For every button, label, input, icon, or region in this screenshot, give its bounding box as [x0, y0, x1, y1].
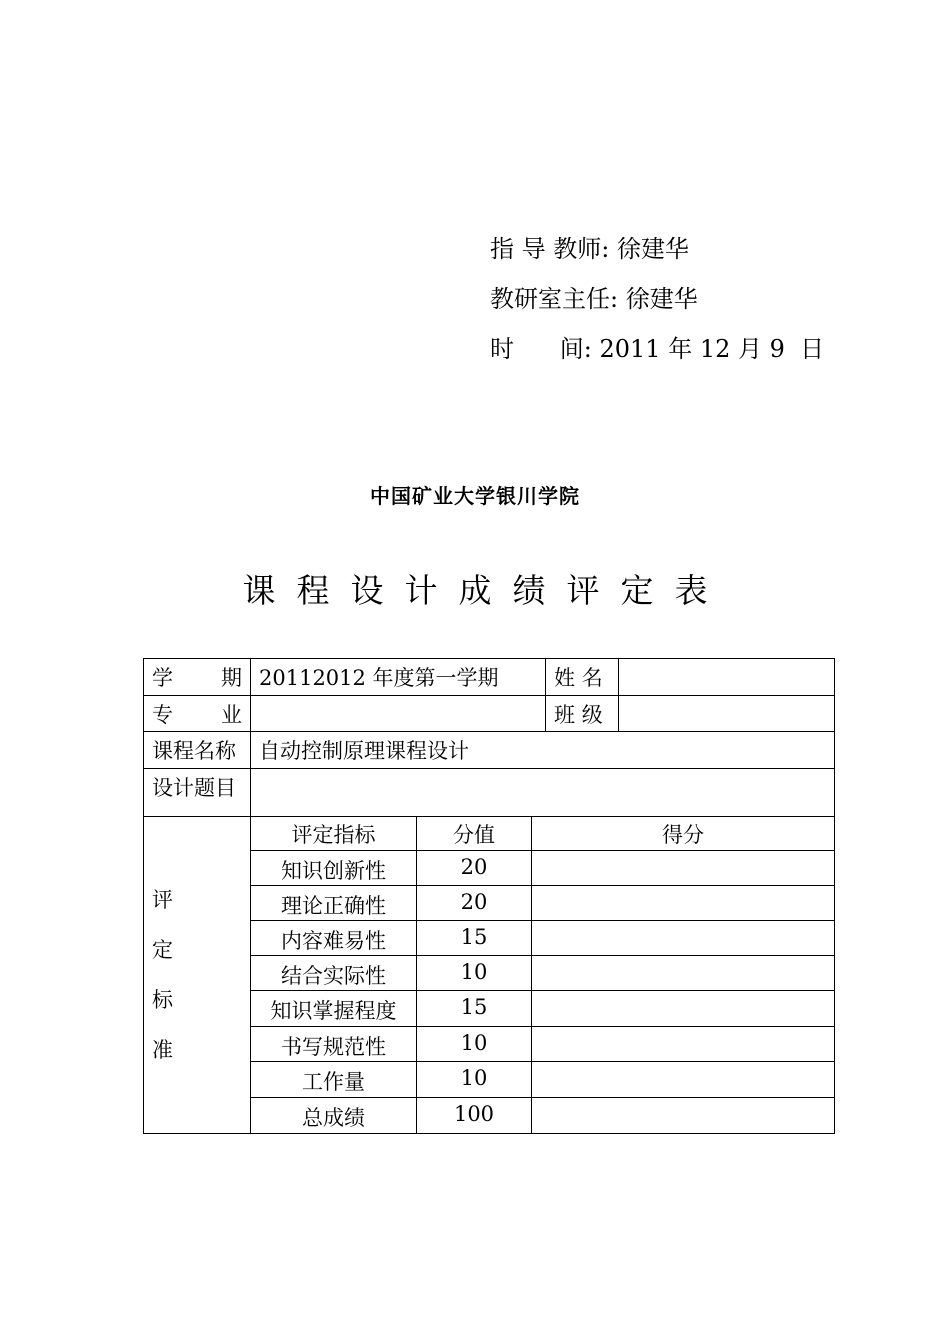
header-criterion: 评定指标 [251, 817, 417, 851]
advisor-line: 指 导 教师: 徐建华 [490, 235, 689, 263]
criterion-score: 15 [417, 991, 532, 1027]
major-value[interactable] [251, 696, 546, 732]
criterion-score: 10 [417, 1062, 532, 1098]
criterion-score: 15 [417, 921, 532, 956]
course-value: 自动控制原理课程设计 [251, 732, 835, 769]
criterion-obtained[interactable] [532, 1098, 835, 1134]
criterion-score: 10 [417, 1027, 532, 1062]
major-row [144, 696, 835, 732]
criterion-name: 书写规范性 [251, 1027, 417, 1062]
criterion-name: 知识创新性 [251, 851, 417, 886]
criterion-score: 100 [417, 1098, 532, 1134]
criterion-obtained[interactable] [532, 1027, 835, 1062]
criterion-obtained[interactable] [532, 956, 835, 991]
criterion-obtained[interactable] [532, 886, 835, 921]
director-line: 教研室主任: 徐建华 [490, 285, 698, 313]
criterion-name: 总成绩 [251, 1098, 417, 1134]
criterion-obtained[interactable] [532, 1062, 835, 1098]
criteria-side-label: 评 定 标 准 [144, 817, 251, 1134]
criteria-header-row [144, 817, 835, 851]
criterion-name: 结合实际性 [251, 956, 417, 991]
form-title: 课程设计成绩评定表 [242, 571, 729, 610]
criterion-obtained[interactable] [532, 991, 835, 1027]
name-label: 姓 名 [546, 659, 619, 696]
major-label: 专 业 [144, 696, 251, 732]
criterion-name: 理论正确性 [251, 886, 417, 921]
school-name: 中国矿业大学银川学院 [370, 484, 580, 508]
semester-value: 20112012 年度第一学期 [251, 659, 546, 696]
criterion-name: 工作量 [251, 1062, 417, 1098]
class-label: 班 级 [546, 696, 619, 732]
criterion-score: 10 [417, 956, 532, 991]
class-value[interactable] [619, 696, 835, 732]
topic-row [144, 769, 835, 817]
course-row [144, 732, 835, 769]
criterion-obtained[interactable] [532, 921, 835, 956]
name-value[interactable] [619, 659, 835, 696]
criterion-name: 知识掌握程度 [251, 991, 417, 1027]
criterion-name: 内容难易性 [251, 921, 417, 956]
header-score: 分值 [417, 817, 532, 851]
topic-label: 设计题目 [144, 769, 251, 817]
criterion-score: 20 [417, 851, 532, 886]
semester-row [144, 659, 835, 696]
criterion-obtained[interactable] [532, 851, 835, 886]
topic-value[interactable] [251, 769, 835, 817]
grade-table [143, 658, 835, 1134]
date-line: 时 间: 2011 年 12 月 9 日 [490, 335, 825, 363]
course-label: 课程名称 [144, 732, 251, 769]
semester-label: 学 期 [144, 659, 251, 696]
header-obtained: 得分 [532, 817, 835, 851]
criterion-score: 20 [417, 886, 532, 921]
